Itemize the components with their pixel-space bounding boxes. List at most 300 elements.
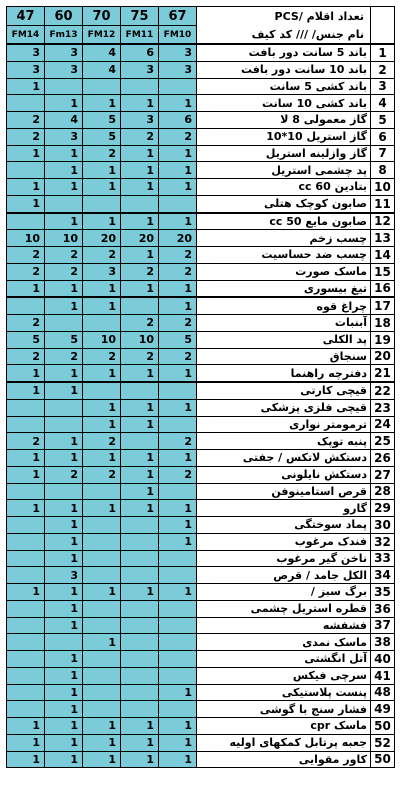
item-quantity-cell: 3 — [159, 61, 197, 78]
item-quantity-cell: 1 — [159, 734, 197, 751]
item-quantity-cell: 1 — [7, 382, 45, 399]
item-quantity-cell — [159, 634, 197, 651]
item-name-cell: چراغ قوه — [197, 297, 371, 314]
item-quantity-cell — [121, 297, 159, 314]
item-row — [7, 416, 395, 433]
item-row — [7, 684, 395, 701]
item-number-cell: 33 — [371, 550, 395, 567]
item-quantity-cell — [45, 634, 83, 651]
item-number-cell: 29 — [371, 500, 395, 517]
item-quantity-cell: 1 — [7, 500, 45, 517]
item-number-cell: 3 — [371, 78, 395, 95]
item-name-cell: قرص استامینوفن — [197, 483, 371, 500]
item-name-cell: دفترچه راهنما — [197, 365, 371, 382]
item-quantity-cell — [121, 600, 159, 617]
item-quantity-cell: 1 — [121, 145, 159, 162]
item-quantity-cell: 1 — [7, 280, 45, 297]
item-row — [7, 78, 395, 95]
item-quantity-cell: 1 — [159, 145, 197, 162]
item-quantity-cell — [83, 651, 121, 668]
item-quantity-cell — [159, 617, 197, 634]
item-row — [7, 600, 395, 617]
item-quantity-cell — [121, 617, 159, 634]
item-number-cell: 23 — [371, 399, 395, 416]
item-quantity-cell — [7, 667, 45, 684]
item-quantity-cell: 1 — [83, 179, 121, 196]
item-row — [7, 297, 395, 314]
item-number-cell: 12 — [371, 213, 395, 230]
kit-total: 70 — [83, 7, 121, 26]
item-quantity-cell: 2 — [45, 466, 83, 483]
item-quantity-cell — [83, 550, 121, 567]
item-quantity-cell — [7, 95, 45, 112]
item-quantity-cell: 1 — [45, 297, 83, 314]
item-number-cell: 32 — [371, 533, 395, 550]
item-row — [7, 112, 395, 129]
item-quantity-cell: 1 — [45, 162, 83, 179]
item-quantity-cell: 1 — [7, 179, 45, 196]
item-quantity-cell — [121, 433, 159, 450]
item-number-cell: 10 — [371, 179, 395, 196]
item-quantity-cell: 1 — [159, 399, 197, 416]
item-quantity-cell: 2 — [83, 348, 121, 365]
item-row — [7, 718, 395, 735]
item-quantity-cell: 4 — [83, 61, 121, 78]
item-quantity-cell: 2 — [45, 348, 83, 365]
item-row — [7, 128, 395, 145]
item-quantity-cell: 3 — [159, 44, 197, 61]
item-quantity-cell: 1 — [45, 651, 83, 668]
item-name-cell: گاز معمولی 8 لا — [197, 112, 371, 129]
item-row — [7, 483, 395, 500]
item-row — [7, 734, 395, 751]
item-quantity-cell — [83, 600, 121, 617]
item-quantity-cell — [159, 651, 197, 668]
item-quantity-cell: 10 — [83, 331, 121, 348]
item-row — [7, 95, 395, 112]
item-quantity-cell: 4 — [45, 112, 83, 129]
item-quantity-cell: 1 — [121, 584, 159, 601]
item-quantity-cell — [7, 517, 45, 534]
item-quantity-cell: 1 — [159, 213, 197, 230]
item-quantity-cell — [121, 195, 159, 212]
item-name-cell: الکل جامد / قرص — [197, 567, 371, 584]
item-name-cell: گاز وازلینه استریل — [197, 145, 371, 162]
item-name-cell: صابون مایع 50 cc — [197, 213, 371, 230]
kit-total: 67 — [159, 7, 197, 26]
item-quantity-cell: 1 — [159, 365, 197, 382]
item-quantity-cell — [159, 701, 197, 718]
item-quantity-cell — [7, 651, 45, 668]
item-number-cell: 30 — [371, 517, 395, 534]
item-number-cell: 24 — [371, 416, 395, 433]
item-name-cell: فشار سنج با گوشی — [197, 701, 371, 718]
item-number-cell: 16 — [371, 280, 395, 297]
item-quantity-cell — [159, 78, 197, 95]
item-quantity-cell: 2 — [159, 466, 197, 483]
item-quantity-cell — [159, 416, 197, 433]
item-quantity-cell: 1 — [159, 500, 197, 517]
item-quantity-cell — [7, 213, 45, 230]
item-quantity-cell — [45, 195, 83, 212]
item-name-cell: سرچی فیکس — [197, 667, 371, 684]
item-number-cell: 36 — [371, 600, 395, 617]
item-quantity-cell — [121, 684, 159, 701]
item-name-cell: گاز استریل 10*10 — [197, 128, 371, 145]
item-row — [7, 651, 395, 668]
item-quantity-cell: 1 — [45, 533, 83, 550]
item-quantity-cell: 2 — [7, 263, 45, 280]
item-quantity-cell — [83, 517, 121, 534]
item-name-cell: پماد سوختگی — [197, 517, 371, 534]
item-number-cell: 27 — [371, 466, 395, 483]
item-row — [7, 667, 395, 684]
item-row — [7, 634, 395, 651]
item-quantity-cell: 1 — [121, 162, 159, 179]
item-name-cell: پنبه توپک — [197, 433, 371, 450]
item-name-cell: ماسک cpr — [197, 718, 371, 735]
item-quantity-cell — [7, 617, 45, 634]
item-row — [7, 533, 395, 550]
kit-total: 75 — [121, 7, 159, 26]
item-quantity-cell: 1 — [7, 751, 45, 768]
kit-code: FM14 — [7, 26, 45, 45]
item-row — [7, 213, 395, 230]
item-number-cell: 15 — [371, 263, 395, 280]
item-name-cell: چسب زخم — [197, 230, 371, 247]
item-quantity-cell — [45, 483, 83, 500]
item-name-cell: کاور مقوایی — [197, 751, 371, 768]
item-row — [7, 751, 395, 768]
item-quantity-cell: 5 — [7, 331, 45, 348]
item-name-cell: قطره استریل چشمی — [197, 600, 371, 617]
item-quantity-cell: 1 — [121, 280, 159, 297]
item-quantity-cell — [121, 567, 159, 584]
item-quantity-cell: 4 — [83, 44, 121, 61]
item-quantity-cell: 1 — [45, 550, 83, 567]
item-quantity-cell: 1 — [83, 95, 121, 112]
item-quantity-cell: 1 — [45, 450, 83, 467]
item-quantity-cell — [7, 483, 45, 500]
item-quantity-cell: 1 — [45, 213, 83, 230]
item-quantity-cell: 3 — [45, 61, 83, 78]
item-number-cell: 50 — [371, 751, 395, 768]
item-quantity-cell: 1 — [159, 179, 197, 196]
item-quantity-cell: 1 — [83, 365, 121, 382]
item-quantity-cell: 1 — [121, 500, 159, 517]
item-quantity-cell: 1 — [159, 751, 197, 768]
item-quantity-cell: 1 — [121, 365, 159, 382]
item-quantity-cell: 1 — [7, 466, 45, 483]
item-quantity-cell: 1 — [121, 466, 159, 483]
item-name-cell: باند 5 سانت دور بافت — [197, 44, 371, 61]
item-row — [7, 500, 395, 517]
item-quantity-cell: 1 — [159, 584, 197, 601]
item-row — [7, 517, 395, 534]
item-row — [7, 247, 395, 264]
item-quantity-cell: 1 — [159, 280, 197, 297]
header-title-count: تعداد اقلام /PCS — [197, 7, 371, 26]
item-quantity-cell: 1 — [159, 684, 197, 701]
item-quantity-cell: 2 — [121, 263, 159, 280]
header-codes-row — [7, 26, 395, 45]
item-quantity-cell: 1 — [45, 684, 83, 701]
item-name-cell: جعبه پرتابل کمکهای اولیه — [197, 734, 371, 751]
item-number-cell: 22 — [371, 382, 395, 399]
item-quantity-cell: 1 — [83, 584, 121, 601]
item-quantity-cell — [121, 382, 159, 399]
item-name-cell: آتل انگشتی — [197, 651, 371, 668]
item-number-cell: 20 — [371, 348, 395, 365]
item-quantity-cell — [121, 634, 159, 651]
item-quantity-cell — [121, 701, 159, 718]
item-quantity-cell — [83, 195, 121, 212]
item-quantity-cell: 1 — [83, 634, 121, 651]
item-name-cell: آبنبات — [197, 315, 371, 332]
item-quantity-cell: 2 — [7, 247, 45, 264]
item-number-cell: 49 — [371, 701, 395, 718]
item-quantity-cell: 1 — [121, 734, 159, 751]
item-quantity-cell: 2 — [83, 247, 121, 264]
item-name-cell: فندک مرغوب — [197, 533, 371, 550]
item-quantity-cell: 1 — [83, 718, 121, 735]
item-quantity-cell — [83, 315, 121, 332]
item-quantity-cell: 1 — [121, 450, 159, 467]
item-row — [7, 315, 395, 332]
item-quantity-cell: 1 — [83, 751, 121, 768]
item-quantity-cell: 1 — [45, 500, 83, 517]
item-quantity-cell — [121, 667, 159, 684]
item-name-cell: فشفشه — [197, 617, 371, 634]
item-quantity-cell: 1 — [83, 734, 121, 751]
item-number-cell: 35 — [371, 584, 395, 601]
item-number-cell: 14 — [371, 247, 395, 264]
item-quantity-cell — [7, 634, 45, 651]
item-name-cell: باند کشی 5 سانت — [197, 78, 371, 95]
kit-total: 60 — [45, 7, 83, 26]
item-row — [7, 145, 395, 162]
item-name-cell: گارو — [197, 500, 371, 517]
item-quantity-cell: 1 — [83, 280, 121, 297]
item-quantity-cell: 1 — [45, 280, 83, 297]
item-quantity-cell: 20 — [83, 230, 121, 247]
item-quantity-cell: 6 — [159, 112, 197, 129]
item-row — [7, 162, 395, 179]
item-quantity-cell — [45, 78, 83, 95]
item-number-cell: 7 — [371, 145, 395, 162]
item-quantity-cell: 1 — [83, 297, 121, 314]
item-quantity-cell: 1 — [121, 483, 159, 500]
item-quantity-cell: 2 — [83, 145, 121, 162]
item-quantity-cell: 1 — [45, 718, 83, 735]
item-number-cell: 50 — [371, 718, 395, 735]
item-number-cell: 2 — [371, 61, 395, 78]
item-quantity-cell: 1 — [159, 297, 197, 314]
item-quantity-cell: 1 — [83, 399, 121, 416]
item-quantity-cell: 1 — [45, 179, 83, 196]
item-quantity-cell: 3 — [45, 567, 83, 584]
item-quantity-cell: 2 — [159, 348, 197, 365]
item-quantity-cell: 10 — [7, 230, 45, 247]
kit-code: FM11 — [121, 26, 159, 45]
item-quantity-cell — [7, 567, 45, 584]
item-quantity-cell — [159, 195, 197, 212]
item-row — [7, 550, 395, 567]
header-totals-row — [7, 7, 395, 26]
item-quantity-cell — [121, 651, 159, 668]
header-number-cell — [371, 7, 395, 26]
item-quantity-cell — [83, 567, 121, 584]
item-number-cell: 8 — [371, 162, 395, 179]
item-quantity-cell: 1 — [45, 734, 83, 751]
kit-total: 47 — [7, 7, 45, 26]
item-quantity-cell: 2 — [45, 247, 83, 264]
item-quantity-cell: 2 — [83, 466, 121, 483]
item-quantity-cell — [83, 617, 121, 634]
item-row — [7, 365, 395, 382]
item-quantity-cell: 1 — [159, 95, 197, 112]
item-row — [7, 195, 395, 212]
item-quantity-cell: 3 — [83, 263, 121, 280]
item-number-cell: 19 — [371, 331, 395, 348]
item-quantity-cell: 1 — [45, 382, 83, 399]
item-quantity-cell: 1 — [7, 145, 45, 162]
item-quantity-cell — [7, 684, 45, 701]
item-quantity-cell — [83, 701, 121, 718]
item-quantity-cell: 2 — [159, 247, 197, 264]
item-quantity-cell: 3 — [7, 44, 45, 61]
item-quantity-cell: 1 — [121, 179, 159, 196]
item-name-cell: پد چشمی استریل — [197, 162, 371, 179]
item-quantity-cell: 1 — [121, 95, 159, 112]
item-quantity-cell: 1 — [121, 399, 159, 416]
item-quantity-cell — [7, 162, 45, 179]
item-quantity-cell — [7, 533, 45, 550]
item-quantity-cell — [121, 78, 159, 95]
item-quantity-cell: 1 — [45, 145, 83, 162]
item-quantity-cell: 10 — [121, 331, 159, 348]
item-quantity-cell — [45, 416, 83, 433]
item-quantity-cell — [121, 533, 159, 550]
item-quantity-cell: 6 — [121, 44, 159, 61]
item-number-cell: 13 — [371, 230, 395, 247]
item-quantity-cell: 1 — [159, 533, 197, 550]
item-number-cell: 37 — [371, 617, 395, 634]
item-quantity-cell — [83, 533, 121, 550]
item-name-cell: پد الکلی — [197, 331, 371, 348]
item-row — [7, 567, 395, 584]
item-quantity-cell: 1 — [7, 365, 45, 382]
item-quantity-cell: 2 — [7, 112, 45, 129]
item-quantity-cell: 1 — [121, 718, 159, 735]
header-number-cell — [371, 26, 395, 45]
item-quantity-cell: 2 — [159, 315, 197, 332]
item-quantity-cell: 2 — [159, 128, 197, 145]
item-name-cell: قیچی کارتی — [197, 382, 371, 399]
item-quantity-cell: 1 — [121, 247, 159, 264]
item-row — [7, 450, 395, 467]
item-quantity-cell: 2 — [7, 128, 45, 145]
item-quantity-cell: 2 — [159, 263, 197, 280]
item-name-cell: باند کشی 10 سانت — [197, 95, 371, 112]
item-quantity-cell: 3 — [45, 44, 83, 61]
item-quantity-cell: 1 — [159, 450, 197, 467]
item-number-cell: 1 — [371, 44, 395, 61]
item-quantity-cell: 1 — [45, 701, 83, 718]
item-quantity-cell — [159, 382, 197, 399]
item-quantity-cell: 1 — [45, 600, 83, 617]
item-row — [7, 617, 395, 634]
item-quantity-cell: 1 — [159, 718, 197, 735]
item-row — [7, 230, 395, 247]
item-number-cell: 26 — [371, 450, 395, 467]
item-quantity-cell: 20 — [159, 230, 197, 247]
item-row — [7, 382, 395, 399]
item-quantity-cell: 2 — [7, 315, 45, 332]
item-quantity-cell — [83, 78, 121, 95]
item-quantity-cell: 2 — [121, 348, 159, 365]
item-quantity-cell: 1 — [7, 195, 45, 212]
item-row — [7, 280, 395, 297]
item-quantity-cell: 1 — [45, 433, 83, 450]
item-quantity-cell: 3 — [7, 61, 45, 78]
item-quantity-cell: 3 — [121, 112, 159, 129]
item-name-cell: صابون کوچک هتلی — [197, 195, 371, 212]
item-quantity-cell: 1 — [7, 734, 45, 751]
item-quantity-cell: 1 — [7, 450, 45, 467]
item-name-cell: تیغ بیسوری — [197, 280, 371, 297]
item-quantity-cell: 2 — [121, 315, 159, 332]
item-name-cell: ترمومتر نواری — [197, 416, 371, 433]
item-row — [7, 44, 395, 61]
item-row — [7, 399, 395, 416]
item-quantity-cell: 1 — [83, 416, 121, 433]
item-row — [7, 433, 395, 450]
item-quantity-cell: 2 — [45, 263, 83, 280]
item-quantity-cell — [159, 550, 197, 567]
item-name-cell: قیچی فلزی پزشکی — [197, 399, 371, 416]
item-row — [7, 701, 395, 718]
item-row — [7, 331, 395, 348]
item-quantity-cell: 5 — [45, 331, 83, 348]
item-quantity-cell — [7, 399, 45, 416]
item-row — [7, 61, 395, 78]
item-name-cell: ماسک صورت — [197, 263, 371, 280]
item-quantity-cell: 1 — [159, 517, 197, 534]
item-quantity-cell — [7, 701, 45, 718]
item-quantity-cell — [7, 550, 45, 567]
item-number-cell: 25 — [371, 433, 395, 450]
item-quantity-cell — [83, 684, 121, 701]
item-quantity-cell: 3 — [45, 128, 83, 145]
item-quantity-cell — [83, 483, 121, 500]
item-quantity-cell: 1 — [7, 584, 45, 601]
kit-code: Fm13 — [45, 26, 83, 45]
item-quantity-cell — [45, 315, 83, 332]
item-name-cell: باند 10 سانت دور بافت — [197, 61, 371, 78]
item-quantity-cell — [159, 667, 197, 684]
item-quantity-cell: 3 — [121, 61, 159, 78]
item-quantity-cell: 1 — [121, 751, 159, 768]
item-quantity-cell: 1 — [45, 517, 83, 534]
item-row — [7, 179, 395, 196]
item-quantity-cell: 1 — [45, 667, 83, 684]
item-quantity-cell: 1 — [121, 416, 159, 433]
item-quantity-cell — [83, 667, 121, 684]
item-number-cell: 4 — [371, 95, 395, 112]
item-quantity-cell: 1 — [45, 95, 83, 112]
item-quantity-cell: 1 — [7, 718, 45, 735]
